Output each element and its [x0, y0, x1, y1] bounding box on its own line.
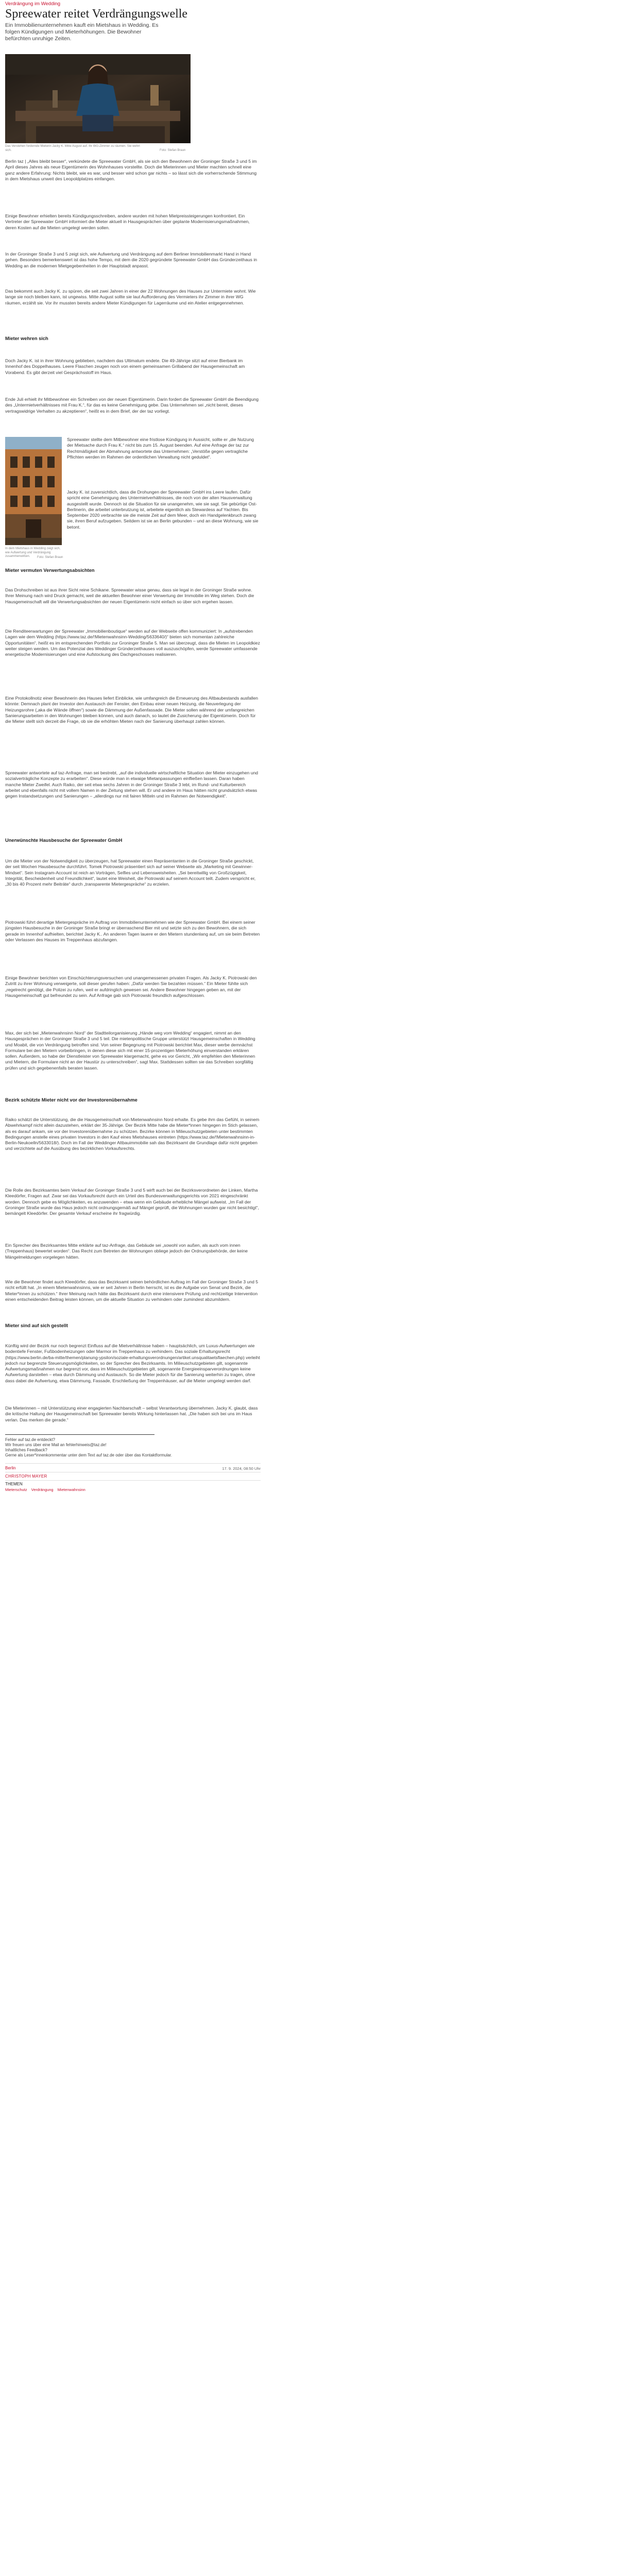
tag-link[interactable]: Verdrängung: [31, 1487, 54, 1492]
paragraph: Einige Bewohner berichten von Einschüchterungsversuchen und unangemessenen privaten Fragen. Als Jacky K. Piotrowski den Zutritt zu ihrer Wohnung verweigerte, soll dieser gerufen haben: „Dafür werden Sie bezahlen müssen.“ Ein Mieter fühlte sich „regelrecht genötigt, die Polizei zu rufen, weil er aufdringlich gewesen sei. Andere Bewohner hingegen geben an, mit der Hausgemeinschaft gut befreundet zu sein. Auf Anfrage gab sich Piotrowski freundlich aufgeschlossen.: [5, 975, 257, 998]
paragraph: Die Mieterinnen – mit Unterstützung einer engagierten Nachbarschaft – selbst Verantwortung übernehmen. Jacky K. glaubt, dass die kritische Haltung der Hausgemeinschaft bei Spreewater bereits Wirkung hinterlassen hat. „Die haben sich bei uns im Haus verlan. Das merken die gerade.“: [5, 1405, 258, 1422]
paragraph: Eine Protokollnotiz einer Bewohnerin des Hauses liefert Einblicke, wie umfangreich die Erneuerung des Altbaubestands ausfallen könnte: Demnach plant der Investor den Austausch der Fenster, den Einbau einer neuen Heizung, die Neuverlegung der Heizungsrohre („aka die Wände öffnen“) sowie die Dämmung der Außenfassade. Die Mieter sollen während der umfangreichen Sanierungsarbeiten in den Wohnungen bleiben können, und auch danach, so lautet die Zusicherung der Eigentümerin. Doch für die Mieter stellt sich derzeit die Frage, ob sie die erhöhten Mieten nach der Sanierung überhaupt zahlen können.: [5, 696, 259, 724]
hero-caption: Das Verstehen fordernde Mieterin Jacky K. Mitte August auf. Ihr WG-Zimmer zu räumen. Sie wehrt sich.: [5, 145, 140, 152]
subheading: Mieter wehren sich: [5, 336, 48, 341]
paragraph: Die Renditeerwartungen der Spreewater „Immobilienboutique“ werden auf der Webseite offen kommuniziert: In „aufstrebenden Lagen wie dem Wedding (https://www.taz.de/!Mietenwahnsinn-Wedding/5633640/)“ bieten sich momentan zahlreiche Opportunitäten“, heißt es im entsprechenden Portfolio zur Groninger Straße 5. Man sei überzeugt, dass die Mieten im Leopoldkiez weiter steigen werden. Um das Potenzial des Weddinger Gründerzeithauses voll auszuschöpfen, werde Spreewater umfassende energetische Modernisierungen und eine Aufstockung des Dachgeschosses realisieren.: [5, 629, 260, 657]
paragraph: Ein Sprecher des Bezirksamtes Mitte erklärte auf taz-Anfrage, das Gebäude sei „sowohl von außen, als auch vom innen (Treppenhaus) bewertet worden“. Das Recht zum Betreten der Wohnungen obliege jedoch der Ordnungsbehörde, der keine Mängelmeldungen vorgelegen hätten.: [5, 1243, 248, 1260]
inline-image: [5, 437, 62, 545]
paragraph: Einige Bewohner erhielten bereits Kündigungsschreiben, andere wurden mit hohen Mietpreissteigerungen konfrontiert. Ein Vertreter der Spreewater GmbH informiert die Mieter aktuell in Hausgesprächen über geplante Modernisierungsmaßnahmen, deren Kosten auf die Mieten umgelegt werden sollen.: [5, 213, 250, 230]
author-name[interactable]: CHRISTOPH MAYER: [5, 1474, 47, 1479]
paragraph: Künftig wird der Bezirk nur noch begrenzt Einfluss auf die Mietverhältnisse haben – hauptsächlich, um Luxus-Aufwertungen wie bodentiefe Fenster, Fußbodenheizungen oder Marmor im Treppenhaus zu verhindern. Das soziale Erhaltungsrecht (https://www.berlin.de/ba-mitte/themen/planung-ypsilon/soziale-erhaltungsverordnungen/artikel.unsqualitaetsflaechen.php) verleiht jedoch nur begrenzte Steuerungsmöglichkeiten, so der Sprecher des Bezirksamts. Im Milieuschutzgebieten gilt, sogenannte Aufwertungsmaßnahmen nur begrenzt vor, dass im Milieuschutzgebieten gilt, sogenannte Energieeinsparverordnungen keine Aufwertung darstellen – etwa durch Dämmung und Austausch. So die Mieter jedoch für die Sanierung weiterhin zu tragen, ohne dass dabei die Aufwertung, etwa Dämmung, Fassade, Erschließung der Treppenhäuser, auf die Mieter umgelegt werden darf.: [5, 1343, 260, 1383]
tag-link[interactable]: Mietenwahnsinn: [57, 1487, 85, 1492]
paragraph: Das bekommt auch Jacky K. zu spüren, die seit zwei Jahren in einer der 22 Wohnungen des Hauses zur Untermiete wohnt. Wie lange sie noch bleiben kann, ist ungewiss. Mitte August sollte sie laut Aufforderung des Vermieters ihr Zimmer in ihrer WG räumen, erzählt sie. Vor ihr mussten bereits andere Mieter Kündigungen für Lagerräume und ein Atelier entgegennehmen.: [5, 289, 256, 306]
feedback-comment[interactable]: Gerne als Leser*innenkommentar unter dem Text auf taz.de oder über das Kontaktformular.: [5, 1453, 173, 1458]
hero-image: [5, 54, 191, 143]
subheading: Bezirk schützte Mieter nicht vor der Investorenübernahme: [5, 1097, 138, 1103]
building-photo: [5, 437, 62, 545]
paragraph: Max, der sich bei „Mietenwahnsinn Nord“ der Stadtteilorganisierung „Hände weg vom Wedding“ engagiert, nimmt an den Hausgesprächen in der Groninger Straße 3 und 5 teil. Die mietenpolitische Gruppe unterstützt Hausgemeinschaften in Wedding und Moabit, die von Verdrängung betroffen sind. Von seiner Begegnung mit Piotrowski berichtet Max, dieser werbe demnächst Formulare bei den Mietern vorbeibringen, in denen diese sich mit einer 15-prozentigen Mieterhöhung einverstanden erklären sollen. Außerdem, so habe der Dienstleister von Spreewater klargemacht, gehe es vor Gericht, „Wir empfehlen den Mieterinnen und Mietern, die Formulare nicht an der Haustür zu unterschreiben“, sagt Max. Stattdessen sollten sie das Schreiben sorgfältig prüfen und sich gegebenenfalls beraten lassen.: [5, 1030, 255, 1071]
teaser: Ein Immobilienunternehmen kauft ein Mietshaus in Wedding. Es folgen Kündigungen und Mieterhöhungen. Die Bewohner befürchten unruhige Zeiten.: [5, 22, 159, 42]
paragraph: Um die Mieter von der Notwendigkeit zu überzeugen, hat Spreewater einen Repräsentanten in die Groninger Straße geschickt, der seit Wochen Hausbesuche durchführt. Tomek Piotrowski präsentiert sich auf seiner Webseite als „Marketing mit Gewinner-Mindset“. Sein Instagram-Account ist reich an Vorträgen, Selfies und Lebensweisheiten. „Sei bereitwillig von Großzügigkeit, Integrität, Bescheidenheit und Freundlichkeit“, lautet eine Weisheit, die Piotrowski auf seinem Account teilt. Zudem verspricht er, „30 bis 40 Prozent mehr Beiträte“ durch „transparente Mietergespräche“ zu erzielen.: [5, 858, 256, 887]
paragraph: Die Rolle des Bezirksamtes beim Verkauf der Groninger Straße 3 und 5 wirft auch bei der Bezirksverordneten der Linken, Martha Kleedörfer, Fragen auf. Zwar sei das Vorkaufsrecht durch ein Urteil des Bundesverwaltungsgerichts von 2021 eingeschränkt worden. Dennoch gebe es Möglichkeiten, es anzuwenden – etwa wenn ein Gebäude erhebliche Mängel aufweist. „Im Fall der Groninger Straße wurde das Haus jedoch nicht ordnungsgemäß auf Mängel geprüft, die Wohnungen wurden gar nicht besichtigt“, bemängelt Kleedörfer. Der gesamte Verkauf erscheine ihr fragwürdig.: [5, 1188, 259, 1216]
paragraph: Wie die Bewohner findet auch Kleedörfer, dass das Bezirksamt seinen behördlichen Auftrag im Fall der Groninger Straße 3 und 5 nicht erfüllt hat. „In einem Mietenwahnsinns, wie er seit Jahren in Berlin herrscht, ist es die Aufgabe von Senat und Bezirk, die Mieter*innen zu schützen.“ Ihrer Meinung nach hätte das Bezirksamt durch eine intensivere Prüfung und rechtzeitige Intervention einen entscheidenden Beitrag leisten können, um die aktuelle Situation zu verhindern oder zumindest abzumildern.: [5, 1279, 259, 1302]
kicker: Verdrängung im Wedding: [5, 1, 61, 7]
paragraph: Spreewater antwortete auf taz-Anfrage, man sei bestrebt, „auf die individuelle wirtschaftliche Situation der Mieter einzugehen und sozialverträgliche Konzepte zu erarbeiten“. Diese würde man in etwaige Mietanpassungen einfließen lassen. Daran haben manche Mieter Zweifel. Auch Raiko, der seit etwa sechs Jahren in der Groninger Straße 3 lebt, im Rund- und Kulturbereich arbeitet und ebenfalls nicht mit vollem Namen in der Zeitung stehen will. Er und andere im Haus hätten nicht grundsätzlich etwas gegen Instandsetzungen und Sanierungen – „allerdings nur mit fairen Mitteln und im Rahmen der Notwendigkeit“.: [5, 770, 259, 799]
paragraph: Doch Jacky K. ist in ihrer Wohnung geblieben, nachdem das Ultimatum endete. Die 49-Jährige sitzt auf einer Bierbank im Innenhof des Doppelhauses. Leere Flaschen zeugen noch von einem gemeinsamen Grillabend der Hausgemeinschaft am Vorabend. Es gibt derzeit viel Gesprächsstoff im Haus.: [5, 358, 245, 375]
tag-link[interactable]: Mieterschutz: [5, 1487, 27, 1492]
subheading: Mieter vermuten Verwertungsabsichten: [5, 568, 95, 573]
feedback-content: Inhaltliches Feedback?: [5, 1448, 47, 1452]
paragraph: Spreewater stellte dem Mitbewohner eine fristlose Kündigung in Aussicht, sollte er „die Nutzung der Mietsache durch Frau K.“ nicht bis zum 15. August beenden. Auf eine Anfrage der taz zur Rechtmäßigkeit der Abmahnung antwortete das Unternehmen: „Verstöße gegen vertragliche Pflichten werden im Rahmen der ordentlichen Verwaltung nicht geduldet“.: [67, 437, 254, 460]
headline: Spreewater reitet Verdrängungswelle: [5, 7, 188, 21]
hero-photo: [5, 54, 191, 143]
subheading: Unerwünschte Hausbesuche der Spreewater GmbH: [5, 838, 123, 843]
paragraph: Piotrowski führt derartige Mietergespräche im Auftrag von Immobilienunternehmen wie der Spreewater GmbH. Bei einem seiner jüngsten Hausbesuche in der Groninger Straße bringt er überraschend Bier mit und setzte sich zu den Bewohnern, die sich gerade im Innenhof aufhielten, berichtet Jacky K.. An anderen Tagen lauere er den Mietern stundenlang auf, um sie beim Betreten oder Verlassen des Hauses im Treppenhaus abzufangen.: [5, 920, 260, 942]
feedback-mail[interactable]: Wir freuen uns über eine Mail an fehlerhinweis@taz.de!: [5, 1443, 107, 1447]
themes-label: THEMEN: [5, 1482, 23, 1486]
divider: [5, 1480, 261, 1481]
publish-date: 17. 9. 2024, 08:50 Uhr: [222, 1466, 261, 1471]
inline-credit: Foto: Stefan Braun: [37, 556, 63, 559]
paragraph: In der Groninger Straße 3 und 5 zeigt sich, wie Aufwertung und Verdrängung auf dem Berliner Immobilienmarkt Hand in Hand gehen. Besonders bemerkenswert ist das hohe Tempo, mit dem die 2020 gegründete Spreewater GmbH das Gründerzeithaus in Wedding an die modernen Mietgegebenheiten in der Hauptstadt anpasst.: [5, 251, 258, 268]
divider: [5, 1463, 261, 1464]
location[interactable]: Berlin: [5, 1466, 16, 1470]
feedback-question: Fehler auf taz.de entdeckt?: [5, 1437, 55, 1442]
paragraph: Jacky K. ist zuversichtlich, dass die Drohungen der Spreewater GmbH ins Leere laufen. Dafür spricht eine Genehmigung des Untermietverhältnisses, die noch von der alten Hausverwaltung ausgestellt wurde. Dennoch ist die Situation für sie unangenehm, wie sie sagt. Sie gebürtige Ost-Berlinerin, die arbeitet unterbrutzung ist, arbeitete eigentlich als Stewardess auf Yachten. Bis September 2020 verbrachte sie die meiste Zeit auf dem Meer, doch ein Handgelenkbruch zwang sie, ihren Beruf aufzugeben. Seitdem ist sie an Berlin gebunden – und an diese Wohnung, wie sie betont.: [67, 489, 259, 530]
hero-credit: Foto: Stefan Braun: [160, 149, 186, 152]
subheading: Mieter sind auf sich gestellt: [5, 1323, 68, 1328]
paragraph: Ende Juli erhielt ihr Mitbewohner ein Schreiben von der neuen Eigentümerin. Darin fordert die Spreewater GmbH die Beendigung des „Untermietverhältnisses mit Frau K.“, für das es keine Genehmigung gebe. Das Unternehmen sei „nicht bereit, dieses vertragswidrige Verhalten zu akzeptieren“, heißt es in dem Brief, der der taz vorliegt.: [5, 397, 259, 414]
tag-list: [5, 1487, 89, 1492]
inline-caption: In dem Mietshaus in Wedding zeigt sich, wie Aufwertung und Verdrängung zusammenwirken.: [5, 547, 61, 558]
paragraph: Berlin taz | „Alles bleibt besser“, verkündete die Spreewater GmbH, als sie sich den Bewohnern der Groninger Straße 3 und 5 im April dieses Jahres als neue Eigentümerin des Wohnhauses vorstellte. Doch die Mieterinnen und Mieter machten schnell eine ganz andere Erfahrung: Nichts bleibt, wie es war, und besser wird schon gar nichts – so lässt sich die vorherrschende Stimmung in dem Mietshaus unweit des Leopoldplatzes einfangen.: [5, 159, 257, 181]
divider: [5, 1434, 154, 1435]
paragraph: Das Drohschreiben ist aus ihrer Sicht reine Schikane. Spreewater wisse genau, dass sie legal in der Groninger Straße wohne. Ihrer Meinung nach wird Druck gemacht, weil die aktuellen Bewohner einer Verwertung der Immobilie im Weg stehen. Doch die Hausgemeinschaft will die Verwertungsabsichten der neuen Eigentümerin nicht einfach so über sich ergehen lassen.: [5, 587, 254, 604]
paragraph: Raiko schätzt die Unterstützung, die die Hausgemeinschaft von Mietenwahnsinn Nord erhalte. Es gebe ihm das Gefühl, in seinem Abwehrkampf nicht allein dazustehen, erklärt der 35-Jährige. Der Bezirk Mitte habe die Mieter*innen hingegen im Stich gelassen, als es darauf ankam, sie vor der Investorenübernahme zu schützen. Bezirke können in Milieuschutzgebieten unter bestimmten Bedingungen anstelle eines privaten Investors in den Kauf eines Mietshauses eintreten (https://www.taz.de/!Mietenwahnsinn-in-Berlin-Neukoelln/5633018/). Doch im Fall der Weddinger Altbauimmobilie sah das Bezirksamt die Grundlage dafür nicht gegeben und verzichtete auf die Ausübung des bezirklichen Vorkaufsrechts.: [5, 1117, 260, 1151]
